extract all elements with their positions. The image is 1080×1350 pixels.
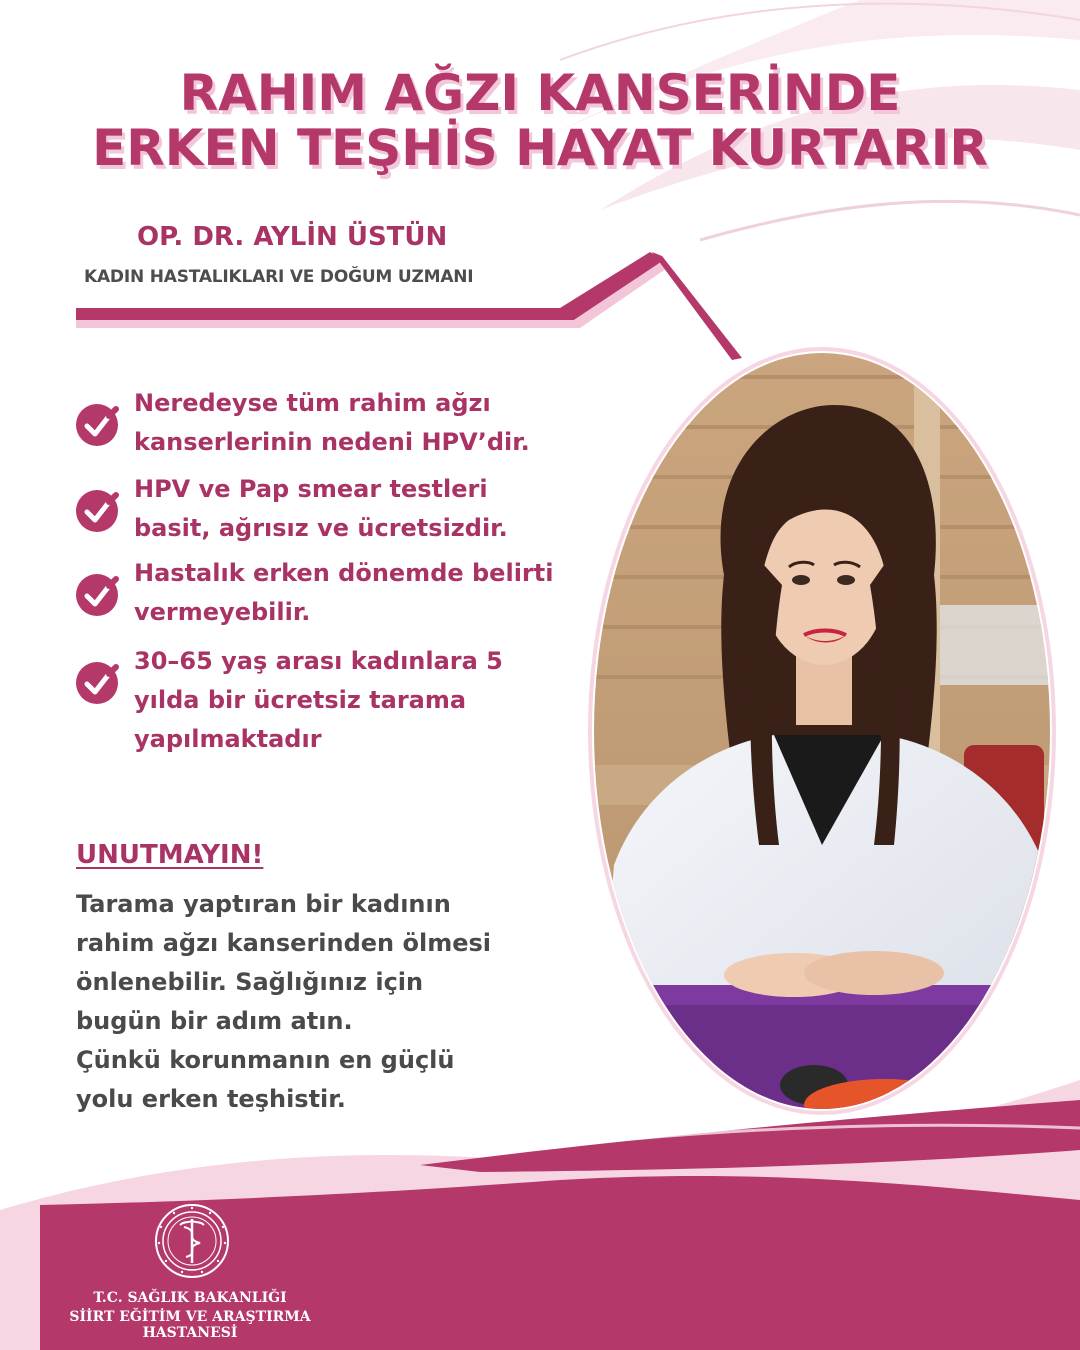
check-circle-icon xyxy=(74,572,120,618)
reminder-heading: UNUTMAYIN! xyxy=(76,840,264,870)
doctor-portrait xyxy=(584,345,1060,1117)
check-circle-icon xyxy=(74,660,120,706)
footer-ministry: T.C. SAĞLIK BAKANLIĞI xyxy=(93,1290,287,1306)
doctor-name: OP. DR. AYLİN ÜSTÜN xyxy=(137,222,448,252)
check-circle-icon xyxy=(74,488,120,534)
headline-line-2: ERKEN TEŞHİS HAYAT KURTARIR xyxy=(92,119,988,177)
ministry-of-health-seal-icon xyxy=(154,1203,230,1279)
reminder-body: Tarama yaptıran bir kadının rahim ağzı kanserinden ölmesi önlenebilir. Sağlığınız için bugün bir adım atın. Çünkü korunmanın en güçlü yolu erken teşhistir. xyxy=(76,890,491,1113)
fact-text: HPV ve Pap smear testleri basit, ağrısız ve ücretsizdir. xyxy=(134,475,508,542)
headline-line-1: RAHIM AĞZI KANSERİNDE xyxy=(179,64,901,122)
check-circle-icon xyxy=(74,402,120,448)
fact-text: Neredeyse tüm rahim ağzı kanserlerinin nedeni HPV’dir. xyxy=(134,389,530,456)
fact-text: 30–65 yaş arası kadınlara 5 yılda bir ücretsiz tarama yapılmaktadır xyxy=(134,647,503,753)
doctor-specialty: KADIN HASTALIKLARI VE DOĞUM UZMANI xyxy=(84,267,474,287)
footer-hospital: SİİRT EĞİTİM VE ARAŞTIRMA HASTANESİ xyxy=(69,1309,311,1341)
fact-text: Hastalık erken dönemde belirti vermeyebilir. xyxy=(134,559,554,626)
